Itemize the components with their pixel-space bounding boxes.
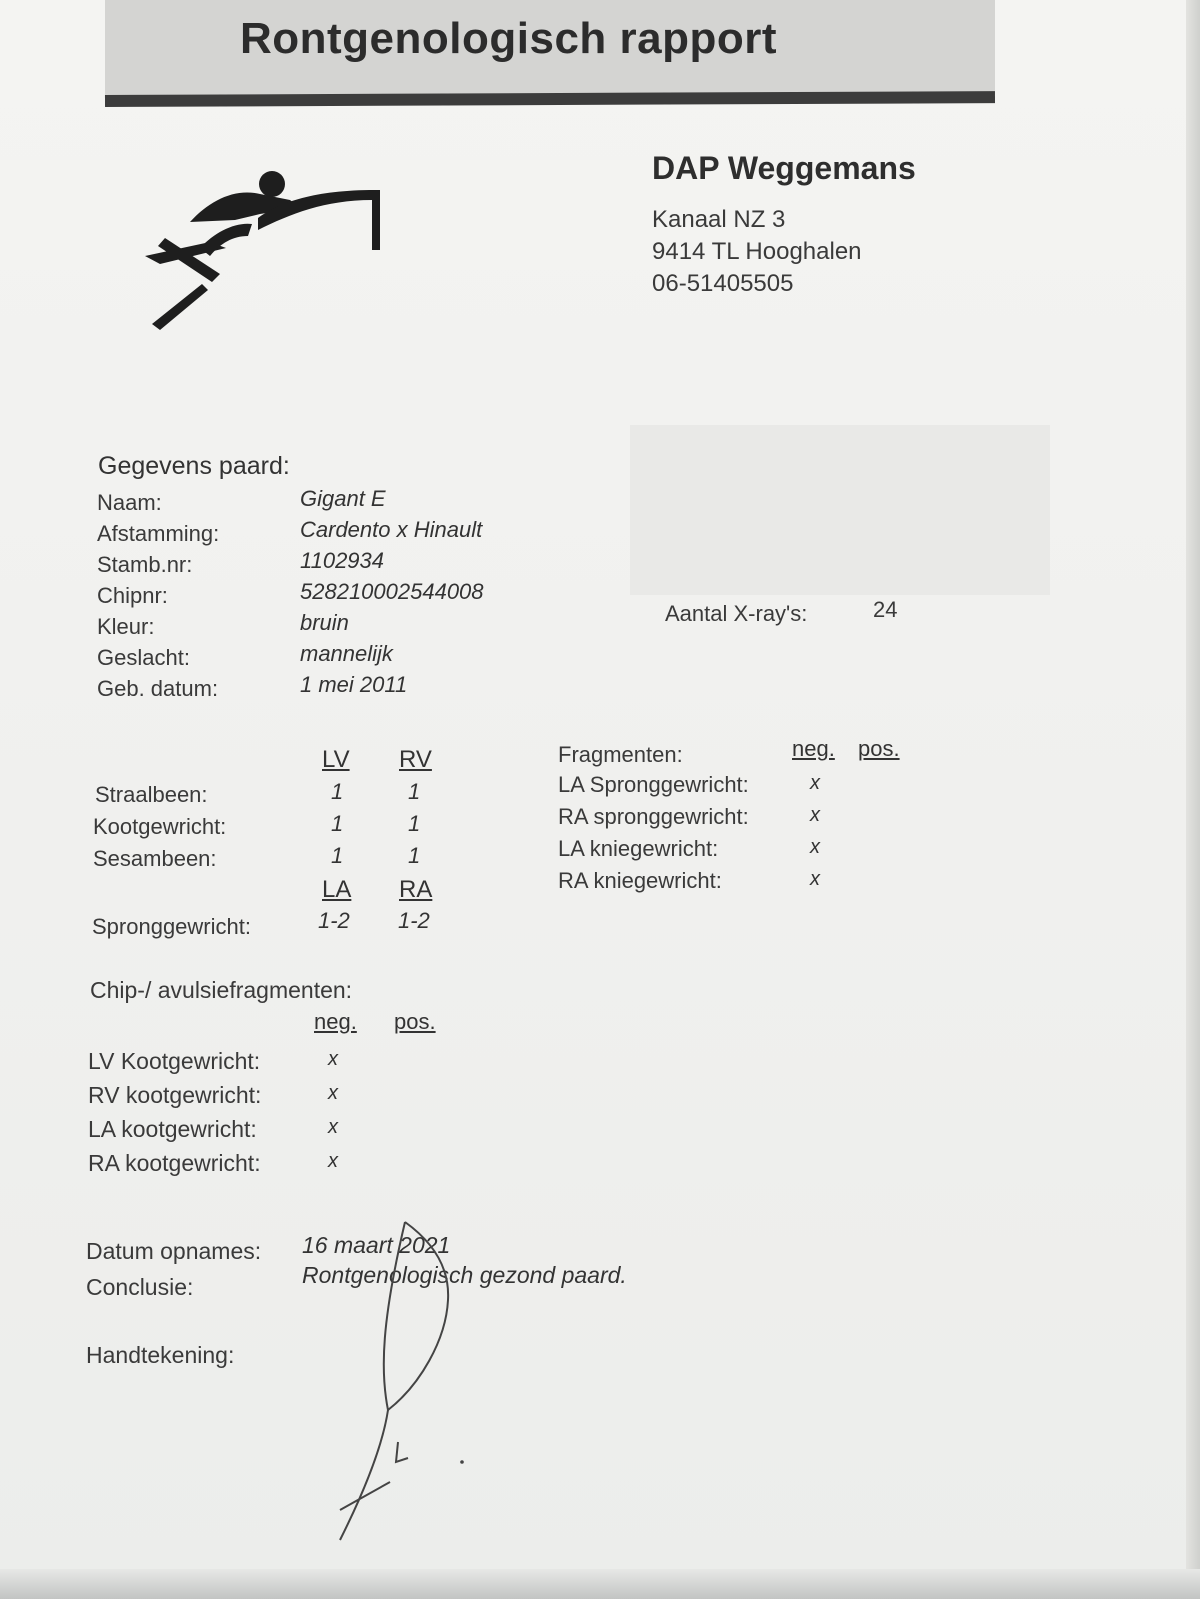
grade-label-sesambeen: Sesambeen: (93, 846, 217, 871)
horse-section-title: Gegevens paard: (98, 452, 290, 480)
report-title: Rontgenologisch rapport (240, 14, 778, 63)
field-label-color: Kleur: (97, 614, 155, 639)
chip-mark-la-kootgewricht: x (328, 1116, 338, 1138)
fragment-label-ra-kniegewricht: RA kniegewricht: (558, 868, 722, 893)
field-label-studbook-nr: Stamb.nr: (97, 552, 193, 577)
grade-label-spronggewricht: Spronggewricht: (92, 914, 251, 939)
field-value-sex: mannelijk (300, 641, 393, 666)
fragment-mark-la-kniegewricht: x (810, 836, 820, 858)
conclusion-label: Conclusie: (86, 1274, 194, 1300)
signature-label: Handtekening: (86, 1342, 235, 1368)
fragment-mark-la-spronggewricht: x (810, 772, 820, 794)
field-value-studbook-nr: 1102934 (300, 548, 385, 573)
grade-spronggewricht-ra: 1-2 (398, 908, 430, 933)
grade-kootgewricht-rv: 1 (408, 811, 421, 836)
fragments-title: Fragmenten: (558, 742, 683, 767)
field-value-chip-nr: 528210002544008 (300, 579, 484, 604)
fragment-label-ra-spronggewricht: RA spronggewricht: (558, 804, 749, 829)
xray-count-value: 24 (873, 597, 898, 622)
grade-kootgewricht-lv: 1 (331, 811, 344, 836)
chip-mark-lv-kootgewricht: x (328, 1048, 338, 1070)
chip-neg-header: neg. (314, 1009, 357, 1034)
chip-mark-rv-kootgewricht: x (328, 1082, 338, 1104)
horse-jumper-pictogram-icon (140, 170, 400, 340)
fragment-label-la-kniegewricht: LA kniegewricht: (558, 836, 719, 861)
redacted-area (630, 425, 1050, 595)
chip-label-ra-kootgewricht: RA kootgewricht: (88, 1150, 261, 1176)
header-la: LA (322, 876, 352, 903)
header-lv: LV (322, 746, 350, 773)
recording-date-value: 16 maart 2021 (302, 1232, 451, 1258)
field-label-chip-nr: Chipnr: (97, 583, 168, 608)
fragment-mark-ra-kniegewricht: x (810, 868, 820, 890)
header-ra: RA (399, 876, 433, 903)
chip-fragments-title: Chip-/ avulsiefragmenten: (90, 977, 353, 1003)
xray-count-label: Aantal X-ray's: (665, 601, 808, 626)
chip-label-la-kootgewricht: LA kootgewricht: (88, 1116, 257, 1142)
grade-sesambeen-lv: 1 (331, 843, 344, 868)
field-value-pedigree: Cardento x Hinault (300, 517, 483, 542)
grade-spronggewricht-la: 1-2 (318, 908, 350, 933)
field-label-name: Naam: (97, 490, 162, 515)
chip-mark-ra-kootgewricht: x (328, 1150, 338, 1172)
grade-straalbeen-rv: 1 (408, 779, 421, 804)
grade-label-straalbeen: Straalbeen: (95, 782, 208, 807)
field-value-color: bruin (300, 610, 349, 635)
company-phone: 06-51405505 (652, 270, 794, 297)
grade-sesambeen-rv: 1 (408, 843, 421, 868)
background-surface (0, 1569, 1200, 1599)
field-label-pedigree: Afstamming: (97, 521, 220, 546)
address-street: Kanaal NZ 3 (652, 206, 786, 233)
header-rv: RV (399, 746, 432, 773)
chip-label-rv-kootgewricht: RV kootgewricht: (88, 1082, 262, 1108)
page-edge (1186, 0, 1200, 1599)
field-label-sex: Geslacht: (97, 645, 190, 670)
address-postal-city: 9414 TL Hooghalen (652, 238, 862, 265)
company-name: DAP Weggemans (652, 150, 916, 186)
handwritten-signature (320, 1210, 500, 1550)
conclusion-value: Rontgenologisch gezond paard. (302, 1262, 627, 1288)
fragments-neg-header: neg. (792, 736, 835, 761)
field-label-birth-date: Geb. datum: (97, 676, 219, 701)
chip-label-lv-kootgewricht: LV Kootgewricht: (88, 1048, 261, 1074)
fragments-pos-header: pos. (858, 736, 900, 761)
chip-pos-header: pos. (394, 1009, 436, 1034)
grade-straalbeen-lv: 1 (331, 779, 344, 804)
fragment-label-la-spronggewricht: LA Spronggewricht: (558, 772, 749, 797)
fragment-mark-ra-spronggewricht: x (810, 804, 820, 826)
grade-label-kootgewricht: Kootgewricht: (93, 814, 227, 839)
field-value-birth-date: 1 mei 2011 (300, 672, 408, 697)
field-value-name: Gigant E (300, 486, 386, 511)
recording-date-label: Datum opnames: (86, 1238, 262, 1264)
